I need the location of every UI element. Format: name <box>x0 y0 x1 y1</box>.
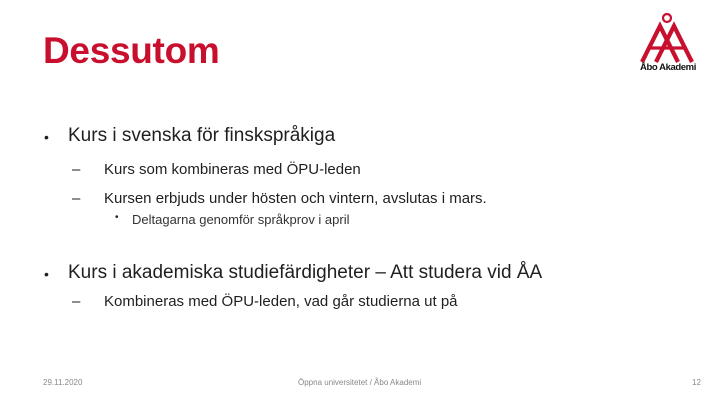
bullet-level1: Kurs i akademiska studiefärdigheter – Att studera vid ÅA <box>68 262 543 283</box>
bullet-marker: • <box>115 212 119 223</box>
bullet-level3: Deltagarna genomför språkprov i april <box>132 212 350 227</box>
footer-date: 29.11.2020 <box>43 378 83 387</box>
logo-wordmark: Åbo Akademi <box>640 62 696 73</box>
bullet-level2: Kursen erbjuds under hösten och vintern, avslutas i mars. <box>104 190 487 207</box>
bullet-marker: – <box>72 161 81 178</box>
bullet-marker: • <box>44 266 49 282</box>
slide-title: Dessutom <box>43 30 220 71</box>
bullet-level1: Kurs i svenska för finskspråkiga <box>68 125 336 146</box>
bullet-marker: – <box>72 190 81 207</box>
bullet-level2: Kombineras med ÖPU-leden, vad går studierna ut på <box>104 293 458 310</box>
footer-page-number: 12 <box>692 378 701 387</box>
bullet-marker: • <box>44 129 49 145</box>
bullet-level2: Kurs som kombineras med ÖPU-leden <box>104 161 361 178</box>
footer-center: Öppna universitetet / Åbo Akademi <box>298 378 422 387</box>
bullet-marker: – <box>72 293 81 310</box>
